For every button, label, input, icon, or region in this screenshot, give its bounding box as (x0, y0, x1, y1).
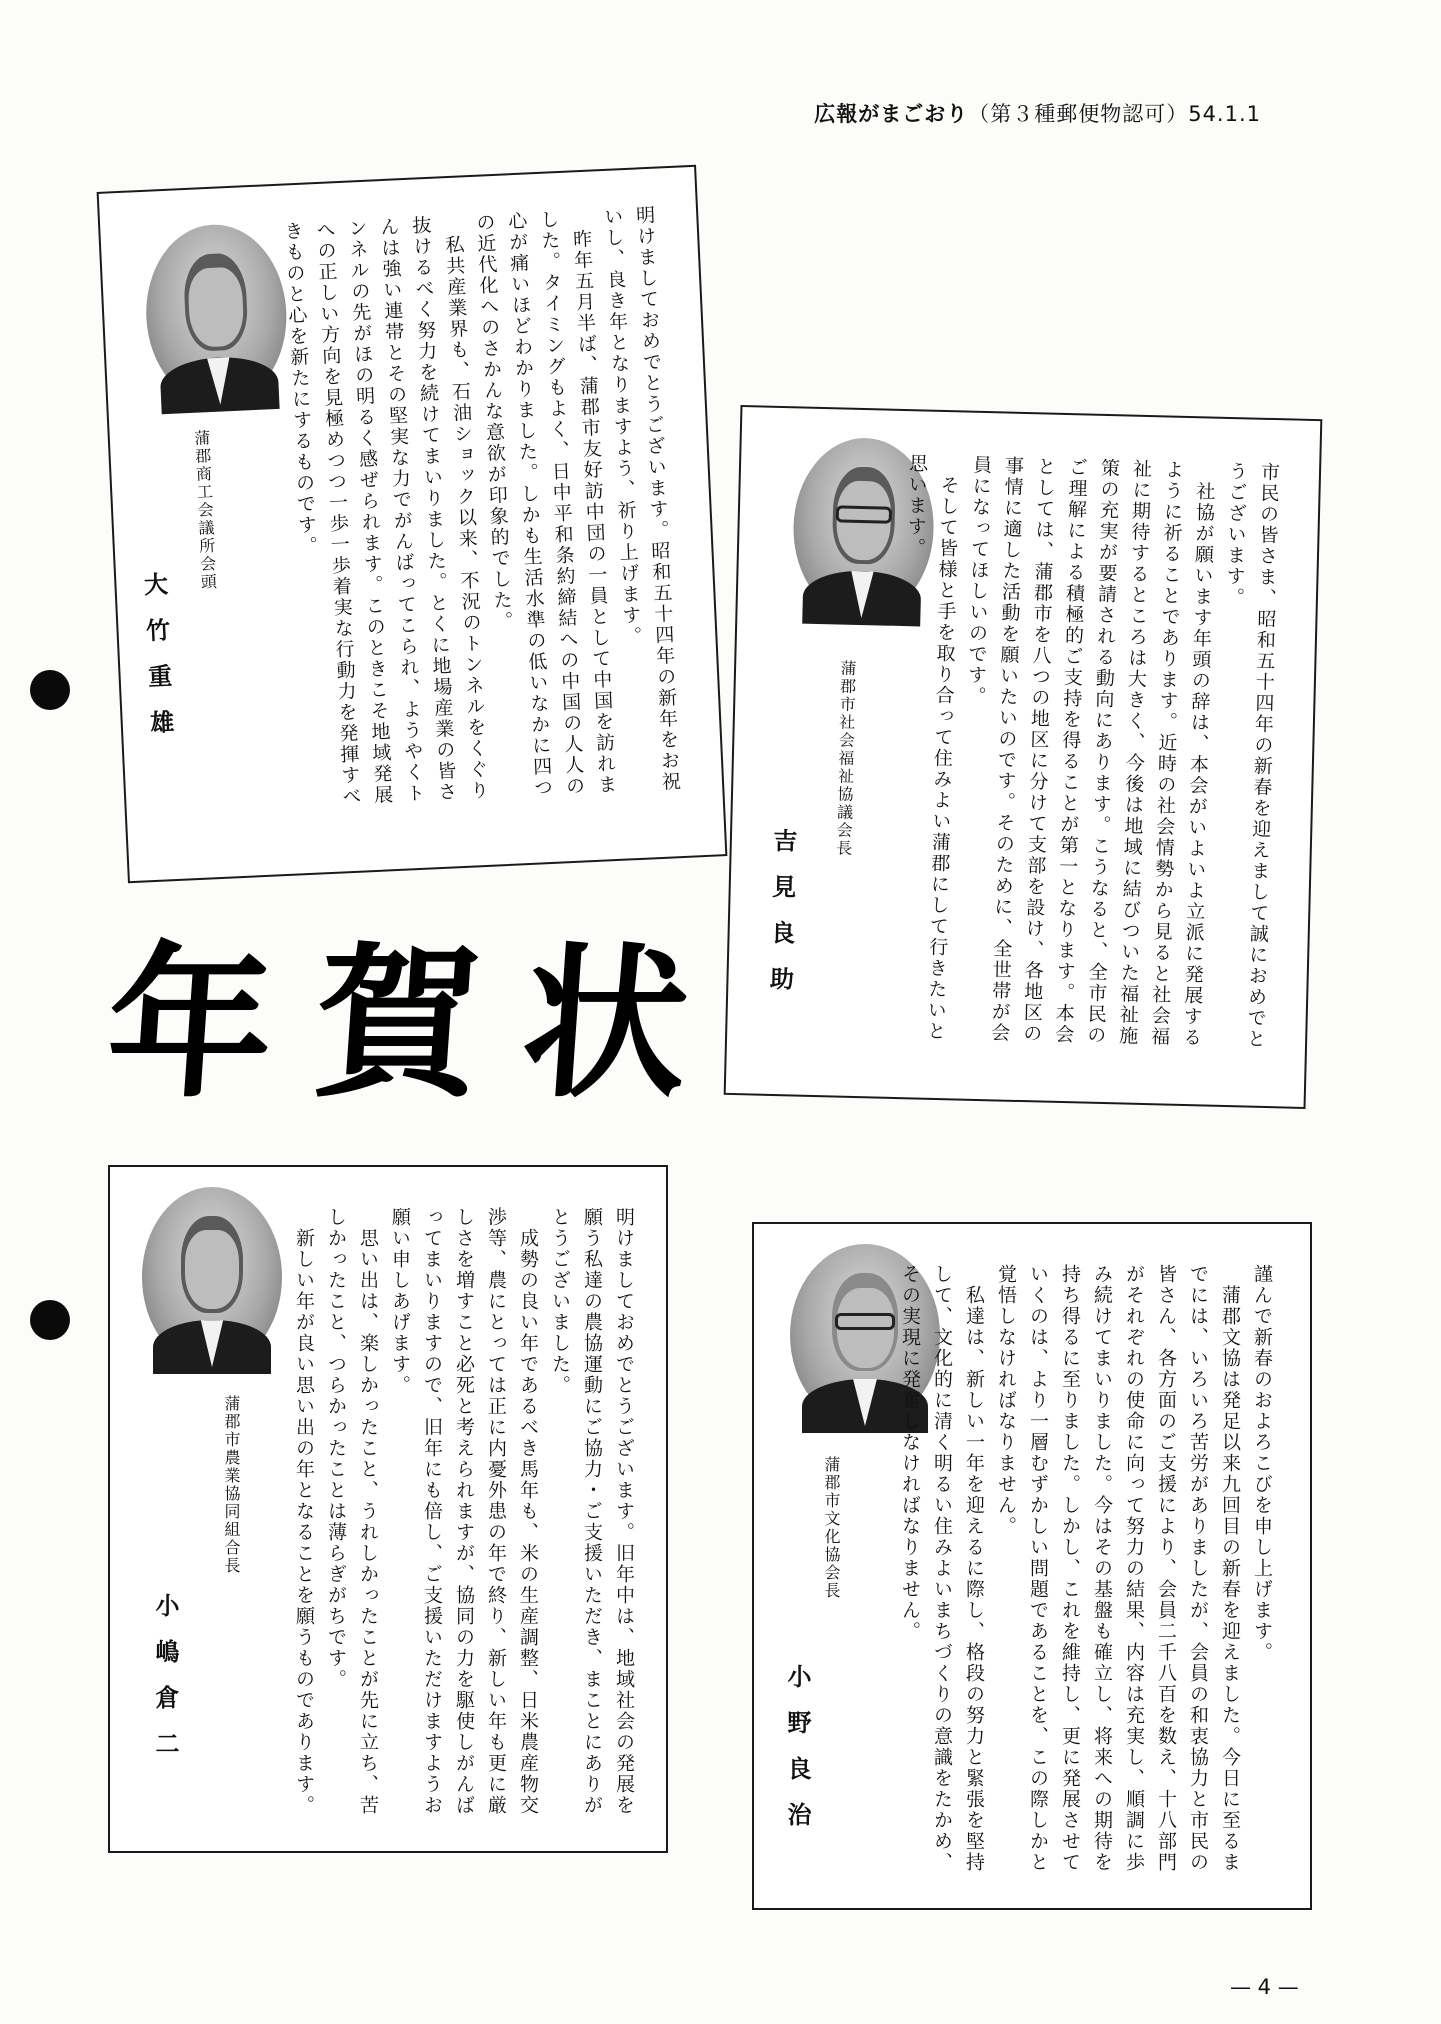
greeting-body: 明けましておめでとうございます。旧年中は、地域社会の発展を願う私達の農協運動にご協力・ご支援いただき、まことにありがとうございました。 成勢の良い年であるべき馬年も、米の生産調整、日米農産物交渉等、農にとっては正に内憂外患の年で終り、新しい年も更に厳しさを増すこと必死と考えられますが、協同の力を駆使しがんばってまいりますので、旧年にも倍し、ご支援いただけますようお願い申しあげます。 思い出は、楽しかったこと、うれしかったことが先に立ち、苦しかったこと、つらかったことは薄らぎがちです。 新しい年が良い思い出の年となることを願うものであります。 (293, 1207, 635, 1816)
greeting-signer-name: 大竹重雄 (138, 571, 177, 757)
greeting-signer-name: 吉見良助 (764, 827, 799, 1013)
greeting-box-cultural-association (752, 1222, 1312, 1910)
page-title-nengajo (101, 918, 696, 1128)
portrait-photo (142, 1187, 282, 1367)
greeting-box-chamber-of-commerce (97, 165, 728, 884)
greeting-body: 明けましておめでとうございます。昭和五十四年の新年をお祝いし、良き年となりますよう、祈り上げます。 昨年五月半ば、蒲郡市友好訪中団の一員として中国を訪れました。タイミングもよく、日中平和条約締結への中国の人人の心が痛いほどわかりました。しかも生活水準の低いなかに四つの近代化へのさかんな意欲が印象的でした。 私共産業界も、石油ショック以来、不況のトンネルをくぐり抜けるべく努力を続けてまいりました。とくに地場産業の皆さんは強い連帯とその堅実な力でがんばってこられ、ようやくトンネルの先がほの明るく感ぜられます。このときこそ地域発展への正しい方向を見極めつつ一歩一歩着実な行動力を発揮すべきものと心を新たにするものです。 (281, 204, 682, 808)
punch-hole-top (30, 670, 70, 710)
punch-hole-bottom (30, 1300, 70, 1340)
greeting-body: 謹んで新春のおよろこびを申し上げます。 蒲郡文協は発足以来九回目の新春を迎えました。今日に至るまでには、いろいろ苦労がありましたが、会員の和衷協力と市民の皆さん、各方面のご支援により、会員二千八百を数え、十八部門がそれぞれの使命に向って努力の結果、内容は充実し、順調に歩み続けてまいりました。今はその基盤も確立し、将来への期待を持ち得るに至りました。しかし、これを維持し、更に発展させていくのは、より一層むずかしい問題であることを、この際しかと覚悟しなければなりません。 私達は、新しい一年を迎えるに際し、格段の努力と緊張を堅持して、文化的に清く明るい住みよいまちづくりの意識をたかめ、その実現に発奮しなければなりません。 (899, 1264, 1273, 1873)
postal-permit: （第３種郵便物認可） (968, 102, 1189, 126)
greeting-signer-position: 蒲郡商工会議所会頭 (191, 429, 218, 592)
title-char-ga: 賀 (308, 925, 488, 1120)
greeting-signer-name: 小嶋倉二 (151, 1593, 180, 1777)
issue-date: 54.1.1 (1188, 102, 1261, 126)
page-header (814, 98, 1261, 128)
greeting-box-social-welfare-council (724, 405, 1323, 1109)
greeting-signer-position: 蒲郡市文化協会長 (822, 1456, 841, 1600)
greeting-signer-position: 蒲郡市農業協同組合長 (222, 1395, 241, 1575)
publication-name: 広報がまごおり (814, 102, 969, 126)
greeting-body: 市民の皆さま、昭和五十四年の新春を迎えまして誠におめでとうございます。 社協が願います年頭の辞は、本会がいよいよ立派に発展するように祈ることであります。近時の社会情勢から見ると社会福祉に期待するところは大きく、今後は地域に結びついた福祉施策の充実が要請される動向にあります。こうなると、全市民のご理解による積極的ご支持を得ることが第一となります。本会としては、蒲郡市を八つの地区に分けて支部を設け、各地区の事情に適した活動を願いたいのです。そのために、全世帯が会員になってほしいのです。 そして皆様と手を取り合って住みよい蒲郡にして行きたいと思います。 (903, 453, 1281, 1051)
title-char-jo: 状 (516, 925, 695, 1120)
title-char-nen: 年 (101, 925, 280, 1120)
greeting-signer-position: 蒲郡市社会福祉協議会長 (833, 659, 858, 858)
greeting-signer-name: 小野良治 (783, 1664, 812, 1848)
page-number: — 4 — (1230, 1975, 1299, 1999)
greeting-box-agricultural-coop (108, 1165, 668, 1853)
